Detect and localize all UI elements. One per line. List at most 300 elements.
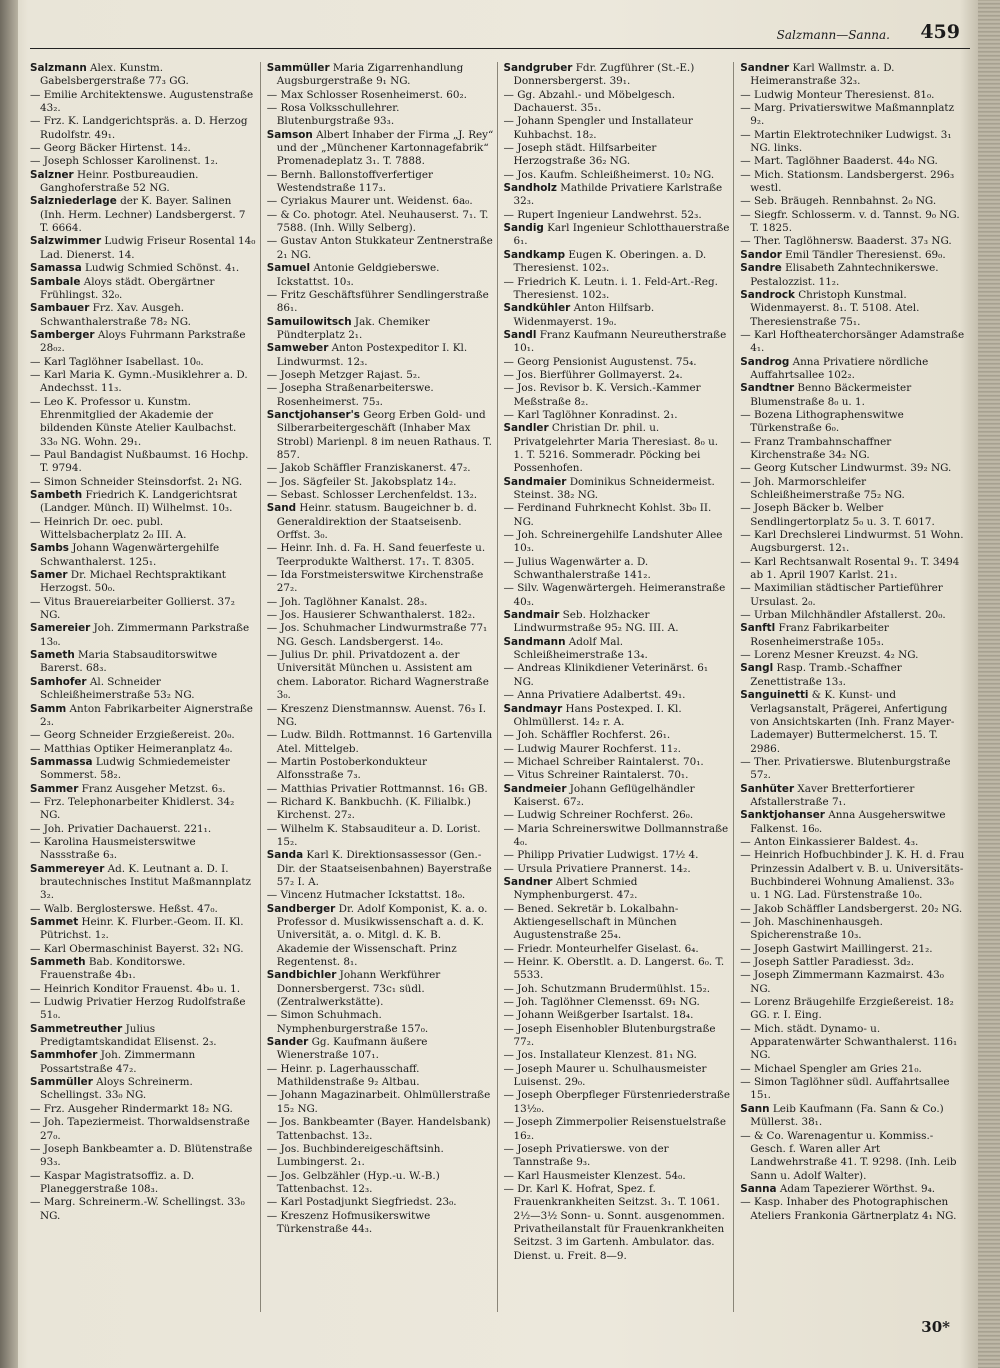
directory-entry (30, 489, 257, 516)
directory-entry (740, 916, 967, 943)
entry-details: — Ludwig Schreiner Rochferst. 26₀. (503, 809, 694, 822)
entry-details: Antonie Geldgieberswe. Ickstattst. 10₃. (276, 262, 440, 288)
directory-entry (267, 409, 494, 462)
entry-details: Emil Tändler Theresienst. 69₀. (781, 248, 946, 261)
entry-details: — Joseph Eisenhobler Blutenburgstraße 77₂. (503, 1022, 716, 1049)
directory-entry (30, 62, 257, 89)
directory-entry (504, 249, 731, 276)
entry-details: Joh. Zimmermann Possartstraße 47₂. (40, 1049, 196, 1075)
directory-entry (267, 462, 494, 475)
entry-details: — Frz. K. Landgerichtspräs. a. D. Herzog Rudolfstr. 49₁. (30, 115, 248, 141)
entry-details: — Lorenz Mesner Kreuzst. 4₂ NG. (740, 649, 919, 662)
entry-details: — Jos. Bankbeamter (Bayer. Handelsbank) Tattenbachst. 13₂. (266, 1116, 491, 1142)
entry-details: Johann Wagenwärtergehilfe Schwanthalerst. 125₁. (40, 542, 220, 568)
entry-details: — Johann Weißgerber Isartalst. 18₄. (503, 1009, 694, 1022)
directory-entry (740, 996, 967, 1023)
entry-surname: Sann (740, 1102, 770, 1115)
directory-entry (504, 1170, 731, 1183)
directory-entry (30, 449, 257, 476)
entry-details: — Friedrich K. Leutn. i. 1. Feld-Art.-Reg. Theresienst. 102₃. (503, 275, 718, 301)
entry-details: — Walb. Berglosterswe. Heßst. 47₀. (30, 902, 218, 915)
entry-surname: Sandkamp (503, 248, 566, 261)
entry-details: Dr. Michael Rechtspraktikant Herzogst. 50₀. (40, 569, 226, 595)
entry-surname: Sanguinetti (740, 689, 809, 702)
directory-entry (504, 876, 731, 903)
entry-details: — Julius Wagenwärter a. D. Schwanthalerstraße 141₂. (503, 555, 651, 582)
directory-entry (30, 276, 257, 303)
directory-entry (267, 1170, 494, 1197)
entry-surname: Sandre (740, 262, 782, 275)
entry-details: — Johann Magazinarbeit. Ohlmüllerstraße 15₂ NG. (266, 1089, 491, 1115)
directory-entry (267, 489, 494, 502)
entry-surname: Sammüller (266, 62, 330, 74)
entry-details: — Karl Obermaschinist Bayerst. 32₁ NG. (30, 942, 244, 955)
directory-entry (30, 622, 257, 649)
entry-details: — Ida Forstmeisterswitwe Kirchenstraße 27₂. (266, 569, 484, 595)
directory-entry (504, 769, 731, 782)
directory-entry (267, 889, 494, 902)
directory-entry (504, 169, 731, 182)
directory-entry (504, 409, 731, 422)
entry-details: Aloys städt. Obergärtner Frühlingst. 32₀. (40, 275, 215, 301)
entry-details: — Joseph Bäcker b. Welber Sendlingertorplatz 5₀ u. 3. T. 6017. (740, 502, 935, 528)
directory-entry (267, 1089, 494, 1116)
directory-entry (30, 476, 257, 489)
entry-details: Ludwig Schmied Schönst. 4₁. (81, 262, 240, 275)
directory-entry (30, 1170, 257, 1197)
entry-details: — Karl Taglöhner Konradinst. 2₁. (503, 408, 678, 421)
entry-details: — Joseph städt. Hilfsarbeiter Herzogstraße 36₂ NG. (503, 142, 657, 168)
directory-entry (30, 1116, 257, 1143)
entry-details: Maria Zigarrenhandlung Augsburgerstraße 9₁ NG. (276, 62, 464, 88)
entry-surname: Sambauer (30, 302, 90, 315)
entry-details: — Urban Milchhändler Afstallerst. 20₀. (740, 609, 946, 622)
directory-entry (504, 142, 731, 169)
directory-entry (267, 102, 494, 129)
directory-entry (30, 302, 257, 329)
entry-details: Aloys Fuhrmann Parkstraße 28₀₂. (40, 328, 246, 355)
entry-details: Seb. Holzhacker Lindwurmstraße 95₂ NG. III. A. (513, 609, 679, 635)
entry-details: & K. Kunst- und Verlagsanstalt, Prägerei, Anfertigung von Ansichtskarten (Inh. Franz Mayer-Lademayer) Buttermelcherst. 15. T. 2986. (750, 689, 955, 755)
entry-details: — Joseph Maurer u. Schulhausmeister Luisenst. 29₀. (503, 1062, 707, 1089)
entry-details: — Karl Hoftheaterchorsänger Adamstraße 4₁. (740, 328, 965, 355)
entry-surname: Sandgruber (503, 62, 573, 74)
entry-details: — Wilhelm K. Stabsauditeur a. D. Lorist. 15₂. (266, 822, 481, 848)
directory-entry (267, 62, 494, 89)
entry-details: — & Co. Warenagentur u. Kommiss.-Gesch. f. Waren aller Art Landwehrstraße 41. T. 9298. (Inh. Leib Sann u. Adolf Walter). (740, 1129, 957, 1182)
directory-entry (267, 622, 494, 649)
directory-entry (740, 235, 967, 248)
entry-details: — Heinrich Hofbuchbinder J. K. H. d. Frau Prinzessin Adalbert v. B. u. Universitäts-Buchbinderei Wohnung Amalienst. 33₀ u. 1 NG. Lad. Fürstenstraße 10₀. (740, 849, 965, 902)
directory-entry (30, 743, 257, 756)
signature-mark: 30* (921, 1318, 950, 1336)
entry-details: Fdr. Zugführer (St.-E.) Donnersbergerst. 39₁. (513, 62, 695, 88)
entry-details: — Jos. Sägfeiler St. Jakobsplatz 14₂. (266, 475, 457, 488)
directory-entry (740, 969, 967, 996)
entry-details: — Mich. Stationsm. Landsbergerst. 296₃ westl. (740, 168, 955, 195)
entry-details: Alex. Kunstm. Gabelsbergerstraße 77₃ GG. (40, 62, 189, 88)
directory-entry (740, 62, 967, 89)
entry-surname: Sammeth (30, 956, 86, 969)
directory-entry (504, 956, 731, 983)
entry-details: Aloys Schreinerm. Schellingst. 33₀ NG. (40, 1076, 193, 1102)
directory-entry (740, 1130, 967, 1183)
entry-details: Maria Stabsauditorswitwe Barerst. 68₃. (40, 649, 218, 675)
entry-details: Karl Wallmstr. a. D. Heimeranstraße 32₃. (750, 62, 895, 88)
entry-details: Elisabeth Zahntechnikerswe. Pestalozzist. 11₂. (750, 262, 939, 288)
entry-surname: Samm (30, 702, 67, 715)
entry-surname: Sanctjohanser's (266, 408, 360, 421)
directory-entry (740, 689, 967, 756)
entry-details: — Andreas Klinikdiener Veterinärst. 6₁ NG. (503, 662, 708, 688)
entry-details: — Rupert Ingenieur Landwehrst. 52₃. (503, 208, 702, 221)
entry-details: — Heinr. Inh. d. Fa. H. Sand feuerfeste u. Teerprodukte Waltherst. 17₁. T. 8305. (266, 542, 486, 568)
directory-entry (504, 529, 731, 556)
entry-details: — Jos. Installateur Klenzest. 81₁ NG. (503, 1049, 697, 1062)
entry-surname: Samer (30, 569, 68, 582)
entry-details: — Karl Hausmeister Klenzest. 54₀. (503, 1169, 686, 1182)
directory-entry (267, 342, 494, 369)
entry-surname: Sandor (740, 248, 782, 261)
entry-details: — Jos. Schuhmacher Lindwurmstraße 77₁ NG. Gesch. Landsbergerst. 14₀. (266, 622, 488, 648)
directory-entry (740, 502, 967, 529)
entry-details: Heinr. K. Flurber.-Geom. II. Kl. Pütrichst. 1₂. (40, 916, 244, 942)
directory-entry (740, 622, 967, 649)
entry-surname: Sandmayr (503, 702, 563, 715)
directory-entry (267, 169, 494, 196)
directory-entry (740, 289, 967, 329)
entry-details: — Joseph Bankbeamter a. D. Blütenstraße 93₃. (30, 1142, 253, 1169)
directory-entry (504, 302, 731, 329)
directory-entry (740, 129, 967, 156)
entry-details: — Rosa Volksschullehrer. Blutenburgstraße 93₃. (266, 102, 400, 128)
directory-entry (267, 129, 494, 169)
entry-details: — Vitus Brauereiarbeiter Gollierst. 37₂ NG. (30, 595, 235, 622)
entry-details: Rasp. Tramb.-Schaffner Zenettistraße 13₃. (750, 662, 902, 688)
entry-details: — Simon Schneider Steinsdorfst. 2₁ NG. (30, 475, 243, 488)
entry-details: — Jos. Buchbindereigeschäftsinh. Lumbingerst. 2₁. (266, 1142, 444, 1169)
entry-details: — Ursula Privatiere Prannerst. 14₂. (503, 862, 691, 875)
entry-surname: Sambeth (30, 489, 83, 501)
directory-entry (740, 649, 967, 662)
entry-details: — Heinrich Konditor Frauenst. 4b₀ u. 1. (30, 982, 241, 995)
directory-entry (267, 476, 494, 489)
entry-details: — Heinr. K. Oberstlt. a. D. Langerst. 6₀. T. 5533. (503, 956, 725, 982)
directory-entry (740, 195, 967, 208)
directory-entry (504, 356, 731, 369)
directory-entry (504, 182, 731, 209)
directory-entry (267, 262, 494, 289)
directory-entry (504, 222, 731, 249)
directory-entry (504, 1049, 731, 1062)
entry-surname: Sandbichler (266, 969, 337, 982)
entry-details: Ludwig Friseur Rosental 14₀ Lad. Dienerst. 14. (40, 235, 256, 261)
entry-surname: Sanna (740, 1182, 777, 1195)
entry-surname: Sandmeier (503, 782, 567, 795)
entry-details: — Martin Postoberkondukteur Alfonsstraße 7₃. (266, 755, 427, 782)
entry-details: — Kreszenz Dienstmannsw. Auenst. 76₃ I. NG. (266, 702, 487, 728)
entry-details: Bab. Konditorswe. Frauenstraße 4b₁. (40, 956, 186, 982)
entry-details: — Friedr. Monteurhelfer Giselast. 6₄. (503, 942, 699, 955)
entry-details: — Georg Kutscher Lindwurmst. 39₂ NG. (740, 462, 952, 475)
entry-details: Frz. Xav. Ausgeh. Schwanthalerstraße 78₂ NG. (40, 302, 191, 328)
directory-entry (504, 382, 731, 409)
book-gutter (0, 0, 18, 1368)
directory-entry (30, 169, 257, 196)
entry-details: Al. Schneider Schleißheimerstraße 53₂ NG. (40, 675, 195, 702)
directory-entry (267, 369, 494, 382)
entry-details: — Jos. Gelbzähler (Hyp.-u. W.-B.) Tattenbachst. 12₃. (266, 1169, 440, 1195)
directory-entry (740, 1196, 967, 1223)
entry-details: — Ferdinand Fuhrknecht Kohlst. 3b₀ II. NG. (503, 502, 712, 528)
entry-details: — Vincenz Hutmacher Ickstattst. 18₀. (266, 889, 466, 902)
directory-entry (267, 89, 494, 102)
entry-details: — Michael Schreiber Raintalerst. 70₁. (503, 755, 704, 768)
directory-entry (740, 756, 967, 783)
entry-details: Anton Hilfsarb. Widenmayerst. 19₀. (513, 302, 655, 328)
entry-details: — Ludwig Maurer Rochferst. 11₂. (503, 742, 681, 755)
directory-entry (504, 809, 731, 822)
entry-surname: Samassa (30, 262, 82, 275)
entry-details: Ludwig Schmiedemeister Sommerst. 58₂. (40, 755, 230, 782)
directory-entry (267, 649, 494, 702)
directory-entry (740, 956, 967, 969)
directory-entry (267, 596, 494, 609)
entry-surname: Samuel (266, 262, 311, 275)
entry-details: — Heinr. p. Lagerhausschaff. Mathildenstraße 9₂ Altbau. (266, 1062, 420, 1089)
entry-details: Franz Fabrikarbeiter Rosenheimerstraße 105₃. (750, 622, 889, 648)
directory-entry (267, 316, 494, 343)
entry-details: — Joseph Sattler Paradiesst. 3d₂. (740, 956, 915, 969)
directory-entry (30, 1049, 257, 1076)
entry-surname: Samberger (30, 328, 95, 341)
entry-details: — Joh. Schutzmann Brudermühlst. 15₂. (503, 982, 711, 995)
entry-surname: Sandig (503, 222, 544, 235)
entry-details: Heinr. statusm. Baugeichner b. d. Generaldirektion der Staatseisenb. Orffst. 3₀. (276, 502, 477, 542)
entry-details: — Ludwig Monteur Theresienst. 81₀. (740, 88, 935, 101)
directory-entry (504, 689, 731, 702)
entry-details: — Gg. Abzahl.- und Möbelgesch. Dachauerst. 35₁. (503, 88, 676, 115)
entry-details: Anna Privatiere nördliche Auffahrtsallee 102₂. (750, 355, 929, 381)
entry-details: — Frz. Telephonarbeiter Khidlerst. 34₂ NG. (30, 795, 235, 822)
directory-entry (504, 476, 731, 503)
entry-surname: Samereier (30, 622, 91, 635)
entry-details: Julius Predigtamtskandidat Elisenst. 2₃. (40, 1022, 217, 1049)
directory-entry (504, 636, 731, 663)
entry-details: — Jos. Revisor b. K. Versich.-Kammer Meßstraße 8₂. (503, 382, 701, 408)
directory-entry (267, 1063, 494, 1090)
directory-entry (504, 582, 731, 609)
directory-entry (740, 529, 967, 556)
page-edge (978, 0, 1000, 1368)
directory-entry (740, 1183, 967, 1196)
directory-entry (267, 703, 494, 730)
entry-surname: Sammet (30, 916, 79, 928)
directory-entry (740, 329, 967, 356)
entry-details: — Ludw. Bildh. Rottmannst. 16 Gartenvilla Atel. Mittelgeb. (266, 729, 493, 755)
directory-entry (30, 542, 257, 569)
column-1 (30, 62, 261, 1312)
directory-entry (504, 743, 731, 756)
directory-entry (740, 809, 967, 836)
directory-entry (740, 609, 967, 622)
directory-entry (504, 115, 731, 142)
entry-details: — Martin Elektrotechniker Ludwigst. 3₁ NG. links. (740, 128, 952, 155)
directory-entry (30, 1143, 257, 1170)
entry-details: — Mich. städt. Dynamo- u. Apparatenwärter Schwanthalerst. 116₁ NG. (740, 1022, 958, 1062)
entry-details: — Kasp. Inhaber des Photographischen Ateliers Frankonia Gärtnerplatz 4₁ NG. (740, 1196, 957, 1222)
entry-details: Anton Fabrikarbeiter Aignerstraße 2₃. (40, 702, 253, 728)
entry-details: Georg Erben Gold- und Silberarbeitergeschäft (Inhaber Max Strobl) Marienpl. 8 im neuen Rathaus. T. 857. (276, 408, 492, 461)
directory-entry (504, 783, 731, 810)
entry-details: — Emilie Architektenswe. Augustenstraße 43₂. (30, 88, 254, 115)
entry-details: — Anna Privatiere Adalbertst. 49₁. (503, 689, 686, 702)
directory-entry (30, 983, 257, 996)
entry-details: Dr. Adolf Komponist, K. a. o. Professor d. Musikwissenschaft a. d. K. Universität, a. o. Mitgl. d. K. B. Akademie der Wissenschaft. Prinz Regentenst. 8₁. (276, 902, 488, 969)
directory-entry (267, 195, 494, 208)
column-3 (504, 62, 735, 1312)
entry-details: Anna Ausgeherswitwe Falkenst. 16₀. (750, 809, 946, 835)
directory-entry (504, 1183, 731, 1263)
directory-entry (267, 823, 494, 850)
entry-details: — Joh. Taglöhner Kanalst. 28₃. (266, 595, 428, 608)
entry-details: — Marg. Schreinerm.-W. Schellingst. 33₀ NG. (30, 1196, 245, 1222)
entry-details: — Bozena Lithographenswitwe Türkenstraße 6₀. (740, 408, 904, 435)
directory-entry (740, 1103, 967, 1130)
entry-details: — Franz Trambahnschaffner Kirchenstraße 34₂ NG. (740, 435, 892, 461)
entry-surname: Sanda (266, 849, 304, 862)
entry-surname: Salzwimmer (30, 235, 102, 248)
directory-entry (267, 502, 494, 542)
entry-surname: Sandrock (740, 288, 795, 301)
entry-details: — Joh. Taglöhner Clemensst. 69₁ NG. (503, 996, 700, 1009)
entry-surname: Sandtner (740, 382, 795, 395)
entry-details: Albert Schmied Nymphenburgerst. 47₂. (513, 875, 638, 902)
entry-details: — & Co. photogr. Atel. Neuhauserst. 7₁. T. 7588. (Inh. Willy Selberg). (266, 208, 489, 235)
entry-details: — Vitus Schreiner Raintalerst. 70₁. (503, 769, 689, 782)
entry-details: — Heinrich Dr. oec. publ. Wittelsbacherplatz 2₀ III. A. (30, 515, 187, 542)
entry-surname: Sandmann (503, 635, 566, 648)
directory-entry (30, 235, 257, 262)
directory-entry (30, 516, 257, 543)
directory-entry (30, 142, 257, 155)
directory-entry (30, 943, 257, 956)
entry-details: — Jos. Kaufm. Schleißheimerst. 10₂ NG. (503, 168, 715, 181)
directory-entry (30, 396, 257, 449)
directory-entry (30, 1103, 257, 1116)
directory-entry (267, 609, 494, 622)
directory-entry (267, 1009, 494, 1036)
entry-details: — Fritz Geschäftsführer Sendlingerstraße 86₁. (266, 288, 489, 315)
entry-details: — Ludwig Privatier Herzog Rudolfstraße 51₀. (30, 996, 246, 1022)
entry-surname: Sammassa (30, 755, 93, 768)
directory-entry (740, 476, 967, 503)
entry-details: Franz Ausgeher Metzst. 6₃. (78, 782, 226, 795)
entry-details: — Frz. Ausgeher Rindermarkt 18₂ NG. (30, 1102, 233, 1115)
entry-columns (30, 62, 970, 1312)
entry-surname: Sambs (30, 542, 69, 555)
directory-entry (267, 796, 494, 823)
directory-entry (504, 729, 731, 742)
directory-entry (740, 462, 967, 475)
directory-entry (30, 783, 257, 796)
directory-entry (740, 102, 967, 129)
entry-surname: Samuilowitsch (266, 315, 352, 328)
directory-entry (30, 155, 257, 168)
directory-entry (740, 556, 967, 583)
entry-details: — Karl Drechslerei Lindwurmst. 51 Wohn. Augsburgerst. 12₁. (740, 529, 964, 555)
entry-details: Johann Werkführer Donnersbergerst. 73c₁ südl. (Zentralwerkstätte). (276, 969, 441, 1009)
directory-entry (504, 943, 731, 956)
directory-entry (740, 155, 967, 168)
entry-details: — Georg Pensionist Augustenst. 75₄. (503, 355, 697, 368)
directory-entry (30, 356, 257, 369)
directory-entry (504, 1009, 731, 1022)
directory-entry (30, 956, 257, 983)
entry-details: — Kreszenz Hofmusikerswitwe Türkenstraße 44₃. (266, 1209, 431, 1235)
entry-details: Joh. Zimmermann Parkstraße 13₀. (40, 622, 250, 648)
directory-entry (30, 569, 257, 596)
entry-details: — Jos. Bierführer Gollmayerst. 2₄. (503, 368, 683, 381)
entry-surname: Sanhüter (740, 782, 795, 795)
directory-entry (504, 996, 731, 1009)
entry-surname: Samhofer (30, 675, 87, 688)
entry-surname: Sand (266, 502, 297, 515)
entry-details: — Michael Spengler am Gries 21₀. (740, 1062, 922, 1075)
entry-details: — Leo K. Professor u. Kunstm. Ehrenmitglied der Akademie der bildenden Künste Atelier Kaulbachst. 33₀ NG. Wohn. 29₁. (30, 395, 237, 448)
directory-entry (740, 1076, 967, 1103)
entry-surname: Sambale (30, 275, 81, 288)
directory-entry (267, 729, 494, 756)
entry-details: Adolf Mal. Schleißheimerstraße 13₄. (513, 635, 648, 662)
entry-details: — Johann Spengler und Installateur Kuhbachst. 18₂. (503, 115, 693, 141)
directory-entry (267, 783, 494, 796)
directory-entry (740, 783, 967, 810)
entry-details: — Karolina Hausmeisterswitwe Nassstraße 6₃. (30, 835, 196, 862)
directory-entry (267, 903, 494, 970)
directory-entry (504, 62, 731, 89)
entry-details: Jak. Chemiker Pündterplatz 2₁. (276, 315, 430, 341)
entry-surname: Sandl (503, 328, 537, 341)
directory-entry (504, 422, 731, 475)
directory-entry (740, 1063, 967, 1076)
directory-entry (30, 703, 257, 730)
entry-details: — Joseph Metzger Rajast. 5₂. (266, 368, 421, 381)
entry-details: Adam Tapezierer Wörthst. 9₄. (776, 1182, 936, 1195)
entry-details: Heinr. Postbureaudien. Ganghoferstraße 52 NG. (40, 168, 199, 195)
directory-entry (740, 249, 967, 262)
entry-details: — Karl Maria K. Gymn.-Musiklehrer a. D. Andechsst. 11₃. (30, 368, 248, 395)
entry-details: — Karl Rechtsanwalt Rosental 9₁. T. 3494 ab 1. April 1907 Karlst. 21₁. (740, 555, 960, 582)
directory-entry (30, 903, 257, 916)
directory-entry (267, 756, 494, 783)
entry-details: — Richard K. Bankbuchh. (K. Filialbk.) Kirchenst. 27₂. (266, 795, 471, 822)
directory-entry (504, 903, 731, 943)
directory-entry (740, 436, 967, 463)
directory-entry (740, 1023, 967, 1063)
directory-entry (30, 796, 257, 823)
directory-entry (504, 329, 731, 356)
directory-entry (740, 662, 967, 689)
directory-entry (30, 729, 257, 742)
entry-details: Karl Ingenieur Schlotthauerstraße 6₁. (513, 222, 730, 248)
directory-entry (30, 596, 257, 623)
entry-details: — Mart. Taglöhner Baaderst. 44₀ NG. (740, 155, 938, 168)
directory-entry (267, 849, 494, 889)
entry-details: Anton Postexpeditor I. Kl. Lindwurmst. 12₃. (276, 342, 468, 368)
directory-entry (504, 1143, 731, 1170)
directory-entry (504, 369, 731, 382)
